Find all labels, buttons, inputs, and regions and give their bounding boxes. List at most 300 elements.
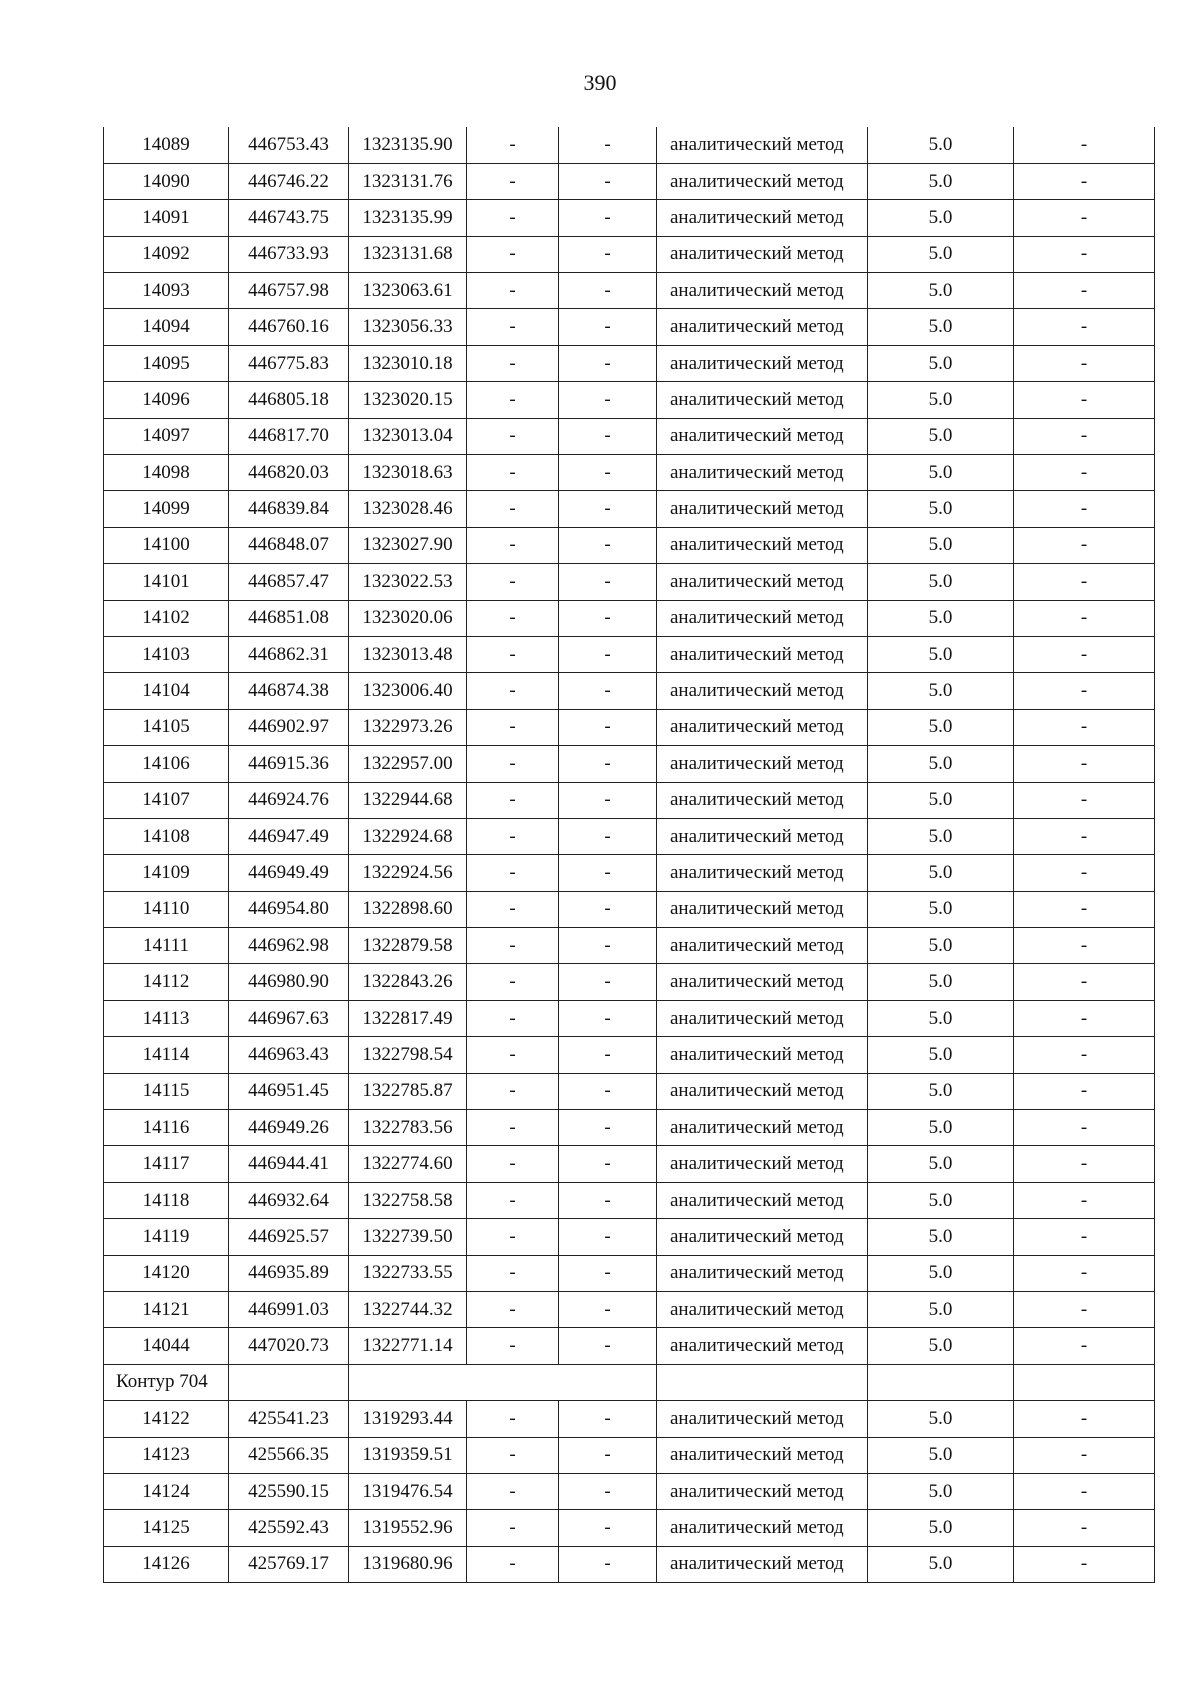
accuracy-cell: 5.0	[868, 491, 1014, 527]
x-coordinate-cell: 446967.63	[229, 1000, 349, 1036]
accuracy-cell: 5.0	[868, 891, 1014, 927]
y-coordinate-cell: 1319359.51	[349, 1437, 467, 1473]
y-coordinate-cell: 1323013.04	[349, 418, 467, 454]
method-cell: аналитический метод	[657, 928, 868, 964]
empty-value-cell: -	[559, 1437, 657, 1473]
accuracy-cell: 5.0	[868, 564, 1014, 600]
empty-value-cell: -	[1014, 782, 1155, 818]
empty-value-cell: -	[467, 600, 559, 636]
x-coordinate-cell: 446951.45	[229, 1073, 349, 1109]
empty-value-cell: -	[1014, 600, 1155, 636]
empty-value-cell: -	[467, 1437, 559, 1473]
accuracy-cell: 5.0	[868, 127, 1014, 163]
point-number-cell: 14106	[104, 746, 229, 782]
x-coordinate-cell: 446924.76	[229, 782, 349, 818]
method-cell: аналитический метод	[657, 527, 868, 563]
empty-cell	[349, 1364, 657, 1400]
y-coordinate-cell: 1323018.63	[349, 455, 467, 491]
table-row	[104, 1546, 1155, 1582]
point-number-cell: 14116	[104, 1110, 229, 1146]
y-coordinate-cell: 1322733.55	[349, 1255, 467, 1291]
method-cell: аналитический метод	[657, 891, 868, 927]
table-row	[104, 709, 1155, 745]
method-cell: аналитический метод	[657, 855, 868, 891]
empty-value-cell: -	[1014, 163, 1155, 199]
x-coordinate-cell: 446935.89	[229, 1255, 349, 1291]
accuracy-cell: 5.0	[868, 1292, 1014, 1328]
table-row	[104, 1037, 1155, 1073]
accuracy-cell: 5.0	[868, 636, 1014, 672]
table-row	[104, 964, 1155, 1000]
x-coordinate-cell: 425592.43	[229, 1510, 349, 1546]
x-coordinate-cell: 446757.98	[229, 273, 349, 309]
empty-value-cell: -	[559, 1292, 657, 1328]
point-number-cell: 14101	[104, 564, 229, 600]
table-row	[104, 1473, 1155, 1509]
method-cell: аналитический метод	[657, 1219, 868, 1255]
x-coordinate-cell: 446775.83	[229, 345, 349, 381]
point-number-cell: 14107	[104, 782, 229, 818]
x-coordinate-cell: 446944.41	[229, 1146, 349, 1182]
point-number-cell: 14119	[104, 1219, 229, 1255]
accuracy-cell: 5.0	[868, 782, 1014, 818]
table-row	[104, 491, 1155, 527]
empty-value-cell: -	[467, 309, 559, 345]
accuracy-cell: 5.0	[868, 1000, 1014, 1036]
accuracy-cell: 5.0	[868, 163, 1014, 199]
x-coordinate-cell: 446902.97	[229, 709, 349, 745]
method-cell: аналитический метод	[657, 1037, 868, 1073]
empty-value-cell: -	[559, 1073, 657, 1109]
accuracy-cell: 5.0	[868, 200, 1014, 236]
empty-value-cell: -	[1014, 891, 1155, 927]
point-number-cell: 14102	[104, 600, 229, 636]
empty-value-cell: -	[1014, 309, 1155, 345]
accuracy-cell: 5.0	[868, 1437, 1014, 1473]
empty-value-cell: -	[1014, 855, 1155, 891]
x-coordinate-cell: 446947.49	[229, 818, 349, 854]
empty-value-cell: -	[559, 1000, 657, 1036]
y-coordinate-cell: 1323010.18	[349, 345, 467, 381]
method-cell: аналитический метод	[657, 1110, 868, 1146]
x-coordinate-cell: 446857.47	[229, 564, 349, 600]
empty-value-cell: -	[559, 455, 657, 491]
empty-value-cell: -	[467, 855, 559, 891]
empty-value-cell: -	[559, 418, 657, 454]
empty-value-cell: -	[467, 1546, 559, 1582]
method-cell: аналитический метод	[657, 782, 868, 818]
x-coordinate-cell: 447020.73	[229, 1328, 349, 1364]
point-number-cell: 14114	[104, 1037, 229, 1073]
point-number-cell: 14108	[104, 818, 229, 854]
table-row	[104, 1182, 1155, 1218]
accuracy-cell: 5.0	[868, 928, 1014, 964]
empty-value-cell: -	[559, 564, 657, 600]
empty-value-cell: -	[559, 1510, 657, 1546]
empty-value-cell: -	[1014, 1292, 1155, 1328]
empty-value-cell: -	[559, 1182, 657, 1218]
empty-value-cell: -	[559, 491, 657, 527]
method-cell: аналитический метод	[657, 200, 868, 236]
table-row	[104, 200, 1155, 236]
y-coordinate-cell: 1322879.58	[349, 928, 467, 964]
empty-value-cell: -	[1014, 455, 1155, 491]
table-row	[104, 163, 1155, 199]
x-coordinate-cell: 425541.23	[229, 1401, 349, 1437]
empty-value-cell: -	[1014, 1510, 1155, 1546]
empty-value-cell: -	[559, 382, 657, 418]
y-coordinate-cell: 1319293.44	[349, 1401, 467, 1437]
point-number-cell: 14109	[104, 855, 229, 891]
method-cell: аналитический метод	[657, 163, 868, 199]
empty-value-cell: -	[467, 527, 559, 563]
y-coordinate-cell: 1322744.32	[349, 1292, 467, 1328]
empty-value-cell: -	[467, 964, 559, 1000]
accuracy-cell: 5.0	[868, 1401, 1014, 1437]
x-coordinate-cell: 446991.03	[229, 1292, 349, 1328]
table-row	[104, 273, 1155, 309]
method-cell: аналитический метод	[657, 1437, 868, 1473]
method-cell: аналитический метод	[657, 309, 868, 345]
empty-value-cell: -	[1014, 1073, 1155, 1109]
empty-value-cell: -	[1014, 273, 1155, 309]
empty-value-cell: -	[1014, 1401, 1155, 1437]
empty-value-cell: -	[559, 600, 657, 636]
method-cell: аналитический метод	[657, 673, 868, 709]
empty-value-cell: -	[559, 964, 657, 1000]
empty-value-cell: -	[559, 891, 657, 927]
empty-value-cell: -	[559, 818, 657, 854]
empty-value-cell: -	[467, 491, 559, 527]
method-cell: аналитический метод	[657, 600, 868, 636]
accuracy-cell: 5.0	[868, 1546, 1014, 1582]
method-cell: аналитический метод	[657, 1073, 868, 1109]
table-row	[104, 1510, 1155, 1546]
accuracy-cell: 5.0	[868, 1146, 1014, 1182]
empty-value-cell: -	[1014, 1219, 1155, 1255]
point-number-cell: 14092	[104, 236, 229, 272]
x-coordinate-cell: 446925.57	[229, 1219, 349, 1255]
table-row	[104, 818, 1155, 854]
table-row	[104, 1328, 1155, 1364]
accuracy-cell: 5.0	[868, 746, 1014, 782]
method-cell: аналитический метод	[657, 1255, 868, 1291]
accuracy-cell: 5.0	[868, 345, 1014, 381]
accuracy-cell: 5.0	[868, 709, 1014, 745]
x-coordinate-cell: 446851.08	[229, 600, 349, 636]
empty-value-cell: -	[467, 200, 559, 236]
accuracy-cell: 5.0	[868, 309, 1014, 345]
empty-value-cell: -	[1014, 1437, 1155, 1473]
point-number-cell: 14095	[104, 345, 229, 381]
empty-value-cell: -	[559, 309, 657, 345]
table-row	[104, 855, 1155, 891]
y-coordinate-cell: 1323056.33	[349, 309, 467, 345]
accuracy-cell: 5.0	[868, 1473, 1014, 1509]
table-body	[104, 127, 1155, 1583]
empty-value-cell: -	[1014, 964, 1155, 1000]
empty-value-cell: -	[467, 1037, 559, 1073]
empty-value-cell: -	[559, 273, 657, 309]
point-number-cell: 14125	[104, 1510, 229, 1546]
x-coordinate-cell: 425769.17	[229, 1546, 349, 1582]
empty-value-cell: -	[1014, 818, 1155, 854]
empty-value-cell: -	[1014, 636, 1155, 672]
accuracy-cell: 5.0	[868, 855, 1014, 891]
x-coordinate-cell: 446848.07	[229, 527, 349, 563]
y-coordinate-cell: 1323063.61	[349, 273, 467, 309]
y-coordinate-cell: 1322739.50	[349, 1219, 467, 1255]
method-cell: аналитический метод	[657, 964, 868, 1000]
page-number: 390	[583, 70, 617, 95]
y-coordinate-cell: 1323022.53	[349, 564, 467, 600]
contour-label-cell: Контур 704	[104, 1364, 229, 1400]
empty-value-cell: -	[1014, 382, 1155, 418]
accuracy-cell: 5.0	[868, 418, 1014, 454]
empty-value-cell: -	[559, 1473, 657, 1509]
x-coordinate-cell: 446805.18	[229, 382, 349, 418]
empty-value-cell: -	[467, 636, 559, 672]
empty-value-cell: -	[1014, 527, 1155, 563]
table-row	[104, 455, 1155, 491]
table-row	[104, 127, 1155, 163]
empty-value-cell: -	[1014, 491, 1155, 527]
empty-value-cell: -	[467, 746, 559, 782]
empty-value-cell: -	[559, 127, 657, 163]
y-coordinate-cell: 1323013.48	[349, 636, 467, 672]
x-coordinate-cell: 446760.16	[229, 309, 349, 345]
y-coordinate-cell: 1322924.68	[349, 818, 467, 854]
empty-value-cell: -	[467, 127, 559, 163]
y-coordinate-cell: 1323135.90	[349, 127, 467, 163]
accuracy-cell: 5.0	[868, 1255, 1014, 1291]
accuracy-cell: 5.0	[868, 964, 1014, 1000]
x-coordinate-cell: 446753.43	[229, 127, 349, 163]
empty-cell	[229, 1364, 349, 1400]
empty-value-cell: -	[467, 1401, 559, 1437]
y-coordinate-cell: 1322898.60	[349, 891, 467, 927]
accuracy-cell: 5.0	[868, 818, 1014, 854]
empty-value-cell: -	[559, 527, 657, 563]
empty-value-cell: -	[559, 746, 657, 782]
method-cell: аналитический метод	[657, 1328, 868, 1364]
x-coordinate-cell: 446862.31	[229, 636, 349, 672]
empty-value-cell: -	[559, 200, 657, 236]
y-coordinate-cell: 1322783.56	[349, 1110, 467, 1146]
point-number-cell: 14097	[104, 418, 229, 454]
empty-value-cell: -	[467, 1510, 559, 1546]
y-coordinate-cell: 1323135.99	[349, 200, 467, 236]
empty-value-cell: -	[467, 345, 559, 381]
method-cell: аналитический метод	[657, 1146, 868, 1182]
x-coordinate-cell: 446932.64	[229, 1182, 349, 1218]
x-coordinate-cell: 446746.22	[229, 163, 349, 199]
coordinates-table	[103, 127, 1155, 1583]
y-coordinate-cell: 1323027.90	[349, 527, 467, 563]
contour-header-row	[104, 1364, 1155, 1400]
method-cell: аналитический метод	[657, 455, 868, 491]
accuracy-cell: 5.0	[868, 1182, 1014, 1218]
method-cell: аналитический метод	[657, 746, 868, 782]
point-number-cell: 14117	[104, 1146, 229, 1182]
method-cell: аналитический метод	[657, 1473, 868, 1509]
empty-value-cell: -	[467, 1255, 559, 1291]
empty-value-cell: -	[467, 891, 559, 927]
empty-value-cell: -	[1014, 564, 1155, 600]
y-coordinate-cell: 1323006.40	[349, 673, 467, 709]
x-coordinate-cell: 446963.43	[229, 1037, 349, 1073]
table-row	[104, 382, 1155, 418]
empty-value-cell: -	[467, 1182, 559, 1218]
empty-value-cell: -	[1014, 236, 1155, 272]
table-row	[104, 891, 1155, 927]
empty-value-cell: -	[467, 1110, 559, 1146]
point-number-cell: 14120	[104, 1255, 229, 1291]
x-coordinate-cell: 446980.90	[229, 964, 349, 1000]
method-cell: аналитический метод	[657, 1292, 868, 1328]
method-cell: аналитический метод	[657, 382, 868, 418]
point-number-cell: 14112	[104, 964, 229, 1000]
method-cell: аналитический метод	[657, 345, 868, 381]
method-cell: аналитический метод	[657, 1182, 868, 1218]
empty-value-cell: -	[467, 1146, 559, 1182]
x-coordinate-cell: 446949.26	[229, 1110, 349, 1146]
method-cell: аналитический метод	[657, 564, 868, 600]
y-coordinate-cell: 1319680.96	[349, 1546, 467, 1582]
y-coordinate-cell: 1319552.96	[349, 1510, 467, 1546]
point-number-cell: 14044	[104, 1328, 229, 1364]
accuracy-cell: 5.0	[868, 527, 1014, 563]
point-number-cell: 14126	[104, 1546, 229, 1582]
method-cell: аналитический метод	[657, 127, 868, 163]
empty-value-cell: -	[559, 855, 657, 891]
empty-value-cell: -	[467, 1473, 559, 1509]
y-coordinate-cell: 1322944.68	[349, 782, 467, 818]
y-coordinate-cell: 1323131.68	[349, 236, 467, 272]
y-coordinate-cell: 1323020.06	[349, 600, 467, 636]
point-number-cell: 14091	[104, 200, 229, 236]
empty-value-cell: -	[1014, 1146, 1155, 1182]
empty-value-cell: -	[1014, 673, 1155, 709]
y-coordinate-cell: 1322771.14	[349, 1328, 467, 1364]
table-row	[104, 636, 1155, 672]
y-coordinate-cell: 1323020.15	[349, 382, 467, 418]
empty-value-cell: -	[1014, 1546, 1155, 1582]
y-coordinate-cell: 1323131.76	[349, 163, 467, 199]
empty-cell	[868, 1364, 1014, 1400]
point-number-cell: 14111	[104, 928, 229, 964]
table-row	[104, 1000, 1155, 1036]
empty-value-cell: -	[1014, 200, 1155, 236]
empty-value-cell: -	[467, 782, 559, 818]
point-number-cell: 14110	[104, 891, 229, 927]
point-number-cell: 14096	[104, 382, 229, 418]
y-coordinate-cell: 1323028.46	[349, 491, 467, 527]
method-cell: аналитический метод	[657, 1546, 868, 1582]
empty-value-cell: -	[467, 418, 559, 454]
table-row	[104, 1401, 1155, 1437]
table-row	[104, 564, 1155, 600]
accuracy-cell: 5.0	[868, 1328, 1014, 1364]
empty-value-cell: -	[467, 928, 559, 964]
empty-value-cell: -	[1014, 1255, 1155, 1291]
point-number-cell: 14124	[104, 1473, 229, 1509]
accuracy-cell: 5.0	[868, 273, 1014, 309]
empty-value-cell: -	[467, 1219, 559, 1255]
empty-value-cell: -	[467, 673, 559, 709]
method-cell: аналитический метод	[657, 273, 868, 309]
empty-value-cell: -	[1014, 1473, 1155, 1509]
empty-value-cell: -	[1014, 1328, 1155, 1364]
empty-value-cell: -	[467, 1292, 559, 1328]
accuracy-cell: 5.0	[868, 1037, 1014, 1073]
y-coordinate-cell: 1322774.60	[349, 1146, 467, 1182]
table-row	[104, 345, 1155, 381]
point-number-cell: 14100	[104, 527, 229, 563]
method-cell: аналитический метод	[657, 1510, 868, 1546]
table-row	[104, 527, 1155, 563]
method-cell: аналитический метод	[657, 636, 868, 672]
table-row	[104, 1219, 1155, 1255]
point-number-cell: 14098	[104, 455, 229, 491]
method-cell: аналитический метод	[657, 491, 868, 527]
point-number-cell: 14113	[104, 1000, 229, 1036]
point-number-cell: 14104	[104, 673, 229, 709]
table-row	[104, 1110, 1155, 1146]
x-coordinate-cell: 446733.93	[229, 236, 349, 272]
empty-value-cell: -	[1014, 418, 1155, 454]
y-coordinate-cell: 1319476.54	[349, 1473, 467, 1509]
accuracy-cell: 5.0	[868, 600, 1014, 636]
empty-value-cell: -	[559, 928, 657, 964]
table-row	[104, 1255, 1155, 1291]
x-coordinate-cell: 446915.36	[229, 746, 349, 782]
empty-value-cell: -	[467, 709, 559, 745]
empty-value-cell: -	[467, 455, 559, 491]
empty-value-cell: -	[467, 163, 559, 199]
table-row	[104, 673, 1155, 709]
x-coordinate-cell: 425566.35	[229, 1437, 349, 1473]
empty-value-cell: -	[559, 1110, 657, 1146]
empty-value-cell: -	[1014, 746, 1155, 782]
accuracy-cell: 5.0	[868, 1219, 1014, 1255]
point-number-cell: 14093	[104, 273, 229, 309]
empty-value-cell: -	[559, 782, 657, 818]
y-coordinate-cell: 1322973.26	[349, 709, 467, 745]
method-cell: аналитический метод	[657, 818, 868, 854]
empty-value-cell: -	[1014, 1110, 1155, 1146]
empty-value-cell: -	[559, 1401, 657, 1437]
empty-value-cell: -	[1014, 709, 1155, 745]
empty-value-cell: -	[559, 1037, 657, 1073]
table-row	[104, 928, 1155, 964]
empty-value-cell: -	[1014, 345, 1155, 381]
y-coordinate-cell: 1322798.54	[349, 1037, 467, 1073]
table-row	[104, 309, 1155, 345]
empty-value-cell: -	[467, 818, 559, 854]
point-number-cell: 14099	[104, 491, 229, 527]
x-coordinate-cell: 446817.70	[229, 418, 349, 454]
y-coordinate-cell: 1322843.26	[349, 964, 467, 1000]
accuracy-cell: 5.0	[868, 1510, 1014, 1546]
table-row	[104, 746, 1155, 782]
empty-value-cell: -	[467, 1328, 559, 1364]
empty-value-cell: -	[559, 673, 657, 709]
point-number-cell: 14121	[104, 1292, 229, 1328]
accuracy-cell: 5.0	[868, 455, 1014, 491]
empty-value-cell: -	[467, 236, 559, 272]
empty-value-cell: -	[559, 236, 657, 272]
